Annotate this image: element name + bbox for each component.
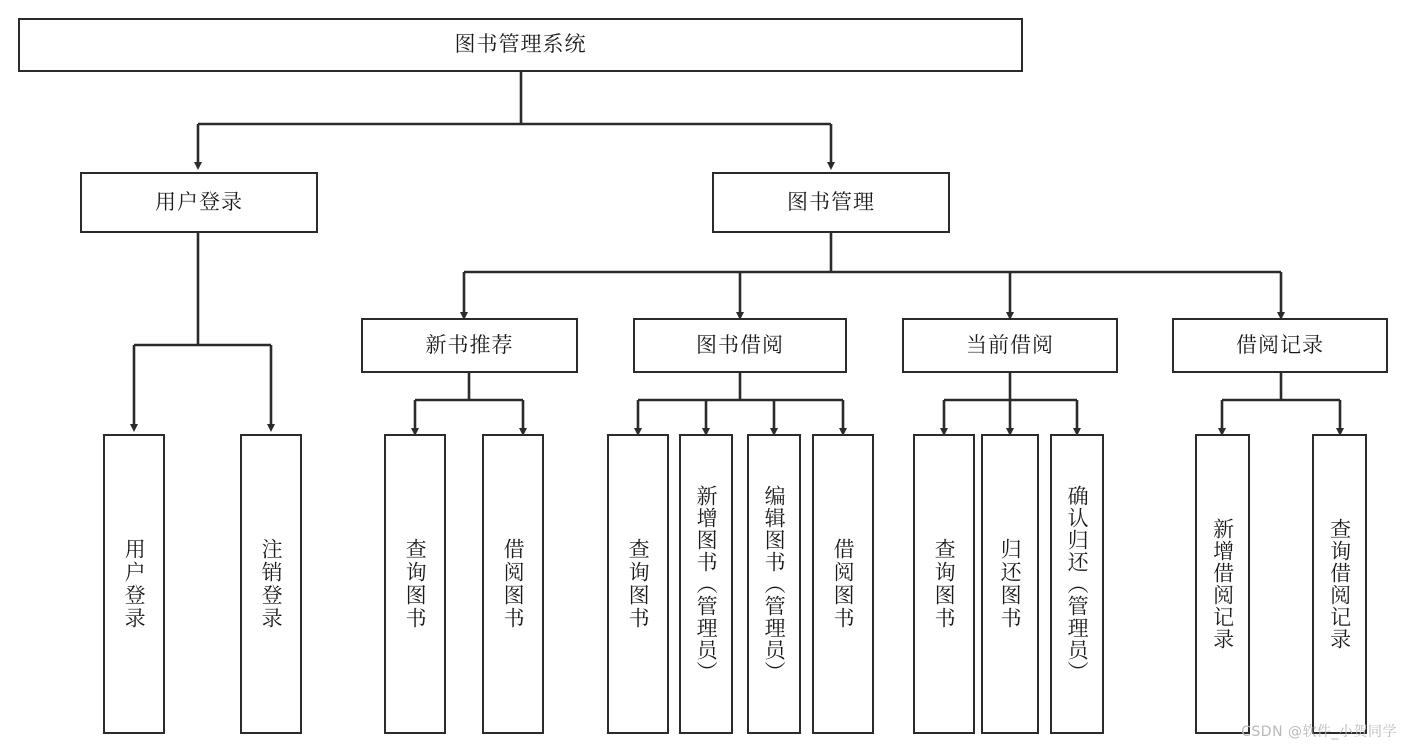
node-user-login[interactable]: 用户登录 xyxy=(80,172,318,233)
node-leaf-query-book-2[interactable]: 查询图书 xyxy=(607,434,669,734)
node-leaf-add-record[interactable]: 新增借阅记录 xyxy=(1195,434,1250,734)
watermark: CSDN @软件_小贺同学 xyxy=(1241,724,1397,740)
node-leaf-confirm-return[interactable]: 确认归还（管理员） xyxy=(1050,434,1104,734)
node-leaf-borrow-book-2[interactable]: 借阅图书 xyxy=(812,434,874,734)
node-leaf-user-login[interactable]: 用户登录 xyxy=(103,434,165,734)
node-current-borrow[interactable]: 当前借阅 xyxy=(902,318,1118,373)
node-new-book-recommend[interactable]: 新书推荐 xyxy=(361,318,578,373)
node-leaf-edit-book[interactable]: 编辑图书（管理员） xyxy=(747,434,801,734)
node-leaf-logout[interactable]: 注销登录 xyxy=(240,434,302,734)
node-leaf-add-book[interactable]: 新增图书（管理员） xyxy=(679,434,733,734)
node-borrow-record[interactable]: 借阅记录 xyxy=(1172,318,1388,373)
node-book-borrow[interactable]: 图书借阅 xyxy=(633,318,847,373)
node-leaf-borrow-book-1[interactable]: 借阅图书 xyxy=(482,434,544,734)
node-leaf-query-record[interactable]: 查询借阅记录 xyxy=(1312,434,1367,734)
node-leaf-query-book-1[interactable]: 查询图书 xyxy=(384,434,446,734)
node-leaf-return-book[interactable]: 归还图书 xyxy=(981,434,1039,734)
node-root[interactable]: 图书管理系统 xyxy=(18,18,1023,72)
node-book-manage[interactable]: 图书管理 xyxy=(712,172,950,233)
node-leaf-query-book-3[interactable]: 查询图书 xyxy=(913,434,975,734)
